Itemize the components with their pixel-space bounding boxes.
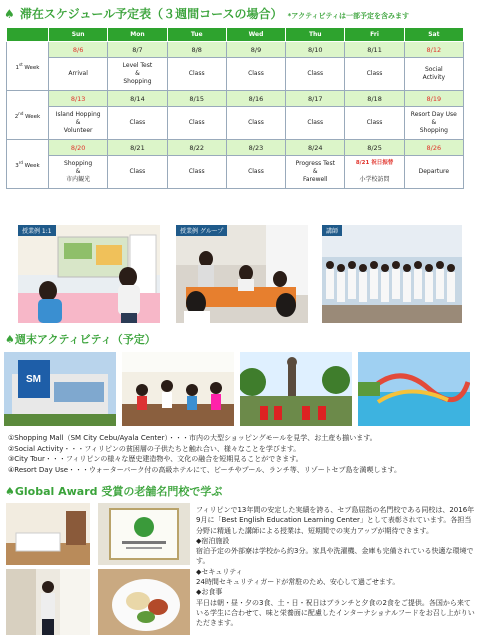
week-label: 3rd Week xyxy=(7,140,49,189)
svg-text:SM: SM xyxy=(26,374,41,385)
photo-dorm-room xyxy=(6,503,90,565)
date-cell: 8/18 xyxy=(345,91,404,107)
day-header: Thu xyxy=(286,28,345,42)
activity-cell: Class xyxy=(167,156,226,189)
city-tour-image xyxy=(240,352,352,426)
activity-cell: Class xyxy=(286,58,345,91)
activity-cell: Progress Test & Farewell xyxy=(286,156,345,189)
activity-row xyxy=(7,156,464,189)
activity-cell: Class xyxy=(226,107,285,140)
day-header: Sat xyxy=(404,28,463,42)
activity-cell: Class xyxy=(167,58,226,91)
schedule-table xyxy=(6,27,464,189)
date-cell: 8/12 xyxy=(404,42,463,58)
teacher-figure-head xyxy=(425,264,433,272)
teacher-figure-body xyxy=(381,272,389,302)
date-cell: 8/19 xyxy=(404,91,463,107)
teachers-image xyxy=(322,225,462,323)
award-section-title xyxy=(5,483,222,499)
date-row xyxy=(7,42,464,58)
date-cell: 8/23 xyxy=(226,140,285,156)
teacher-figure-body xyxy=(370,269,378,299)
award-intro: フィリピンで13年間の安定した実績を誇る、セブ島屈指の名門校である同校は、2016年9月に「Best English Education Learning Center」として表彰されています。各担当分野に精通した講師による授業は、短期間での実力アップが期待できます。 xyxy=(196,506,475,535)
photo-label: 授業例 グループ xyxy=(176,225,227,236)
subheading-security: ◆セキュリティ xyxy=(196,567,243,576)
spade-icon: ♠ xyxy=(5,333,15,346)
date-cell: 8/15 xyxy=(167,91,226,107)
accommodation-text: 宿泊予定の外部寮は学校から約3分。家具や洗濯機、金庫も完備されている快適な環境です。 xyxy=(196,547,474,566)
date-cell: 8/24 xyxy=(286,140,345,156)
day-header: Mon xyxy=(108,28,167,42)
activity-cell: Shopping & 市内観光 xyxy=(49,156,108,189)
date-cell: 8/25 xyxy=(345,140,404,156)
spade-icon: ♠ xyxy=(5,485,15,498)
dorm-image xyxy=(6,503,90,565)
teacher-figure-head xyxy=(436,261,444,269)
award-title: Global Award 受賞の老舗名門校で学ぶ xyxy=(14,485,223,498)
activity-cell: Class xyxy=(345,107,404,140)
classroom-image xyxy=(176,225,308,323)
mall-image xyxy=(4,352,116,426)
page-title: 滞在スケジュール予定表（３週間コースの場合） xyxy=(19,7,283,21)
activity-cell: Level Test & Shopping xyxy=(108,58,167,91)
activity-cell: Class xyxy=(286,107,345,140)
teacher-figure-head xyxy=(414,261,422,269)
weekend-title: 週末アクティビティ（予定） xyxy=(14,333,156,346)
weekend-activity-item: ④Resort Day Use・・・ウォーターパーク付の高級ホテルにて、ビーチやプール、ランチ等、リゾートセブ島を満喫します。 xyxy=(8,465,401,474)
photo-label: 授業例 1:1 xyxy=(18,225,56,236)
date-row xyxy=(7,140,464,156)
photo-security-guard xyxy=(6,569,90,635)
teacher-figure-body xyxy=(447,272,455,302)
teacher-figure-head xyxy=(326,261,334,269)
weekend-activity-item: ②Social Activity・・・フィリピンの貧困層の子供たちと触れ合い、様々なことを学びます。 xyxy=(8,444,301,453)
day-header: Wed xyxy=(226,28,285,42)
meal-image xyxy=(98,569,190,635)
teacher-figure-body xyxy=(337,272,345,302)
date-cell: 8/6 xyxy=(49,42,108,58)
activity-cell: Resort Day Use & Shopping xyxy=(404,107,463,140)
activity-cell xyxy=(345,156,404,189)
photo-city-tour xyxy=(240,352,352,426)
activity-cell: Class xyxy=(226,156,285,189)
header-note: *アクティビティは一部予定を含みます xyxy=(287,12,409,20)
photo-label: 講師 xyxy=(322,225,342,236)
activity-cell: Class xyxy=(167,107,226,140)
photo-resort-day-use xyxy=(358,352,470,426)
weekend-section-title xyxy=(5,331,156,347)
date-cell: 8/20 xyxy=(49,140,108,156)
activity-text: 小学校訪問 xyxy=(359,175,390,183)
teacher-figure-body xyxy=(348,269,356,299)
activity-cell: Departure xyxy=(404,156,463,189)
teacher-figure-body xyxy=(359,272,367,302)
certificate-image xyxy=(98,503,190,565)
activity-cell: Social Activity xyxy=(404,58,463,91)
activity-cell: Arrival xyxy=(49,58,108,91)
teacher-figure-body xyxy=(436,269,444,299)
teacher-figure-head xyxy=(403,264,411,272)
date-cell: 8/8 xyxy=(167,42,226,58)
date-cell: 8/11 xyxy=(345,42,404,58)
photo-social-activity xyxy=(122,352,234,426)
photo-meal xyxy=(98,569,190,635)
activity-row xyxy=(7,58,464,91)
award-description xyxy=(196,505,476,629)
teacher-figure-head xyxy=(359,264,367,272)
page-header xyxy=(4,3,476,19)
week-label: 2nd Week xyxy=(7,91,49,140)
day-header: Fri xyxy=(345,28,404,42)
date-cell: 8/26 xyxy=(404,140,463,156)
resort-image xyxy=(358,352,470,426)
activity-cell: Island Hopping & Volunteer xyxy=(49,107,108,140)
date-cell: 8/9 xyxy=(226,42,285,58)
activity-row xyxy=(7,107,464,140)
photo-shopping-mall xyxy=(4,352,116,426)
subheading-accommodation: ◆宿泊施設 xyxy=(196,536,230,545)
teacher-figure-body xyxy=(403,272,411,302)
day-header-row xyxy=(7,28,464,42)
teacher-figure-head xyxy=(392,261,400,269)
spade-icon: ♠ xyxy=(4,7,15,21)
date-cell: 8/16 xyxy=(226,91,285,107)
photo-group-class xyxy=(176,225,308,323)
date-cell: 8/7 xyxy=(108,42,167,58)
teacher-figure-head xyxy=(348,261,356,269)
week-label: 1st Week xyxy=(7,42,49,91)
teacher-figure-body xyxy=(414,269,422,299)
date-cell: 8/17 xyxy=(286,91,345,107)
security-text: 24時間セキュリティガードが常駐のため、安心して過ごせます。 xyxy=(196,578,400,587)
date-cell: 8/22 xyxy=(167,140,226,156)
classroom-image xyxy=(18,225,160,323)
date-cell: 8/14 xyxy=(108,91,167,107)
teacher-figure-head xyxy=(370,261,378,269)
security-image xyxy=(6,569,90,635)
activity-cell: Class xyxy=(345,58,404,91)
date-cell: 8/13 xyxy=(49,91,108,107)
date-row xyxy=(7,91,464,107)
weekend-activity-item: ③City Tour・・・フィリピンの様々な歴史建造物や、文化の融合を短期見ることができます。 xyxy=(8,455,303,463)
photo-one-on-one-class xyxy=(18,225,160,323)
teacher-figure-body xyxy=(326,269,334,299)
date-cell: 8/10 xyxy=(286,42,345,58)
activity-cell: Class xyxy=(108,107,167,140)
teacher-figure-body xyxy=(392,269,400,299)
weekend-activity-item: ①Shopping Mall（SM City Cebu/Ayala Center）・・・市内の大型ショッピングモールを見学、お土産も揃います。 xyxy=(8,434,377,442)
holiday-note: 8/21 祝日振替 xyxy=(355,160,394,167)
subheading-meals: ◆お食事 xyxy=(196,588,223,597)
teacher-figure-head xyxy=(337,264,345,272)
activity-cell: Class xyxy=(108,156,167,189)
meals-text: 平日は朝・昼・夕の3食、土・日・祝日はブランチと夕食の2食をご提供。各国から来ている学生に合わせて、味と栄養面に配慮したインターナショナルフードをお召し上がりいただきます。 xyxy=(196,598,475,628)
photo-award-certificate xyxy=(98,503,190,565)
corner-cell xyxy=(7,28,49,42)
day-header: Sun xyxy=(49,28,108,42)
day-header: Tue xyxy=(167,28,226,42)
teacher-figure-head xyxy=(381,264,389,272)
date-cell: 8/21 xyxy=(108,140,167,156)
social-activity-image xyxy=(122,352,234,426)
teacher-figure-body xyxy=(425,272,433,302)
teacher-figure-head xyxy=(447,264,455,272)
activity-cell: Class xyxy=(226,58,285,91)
weekend-activity-list xyxy=(8,433,476,475)
photo-teachers xyxy=(322,225,462,323)
